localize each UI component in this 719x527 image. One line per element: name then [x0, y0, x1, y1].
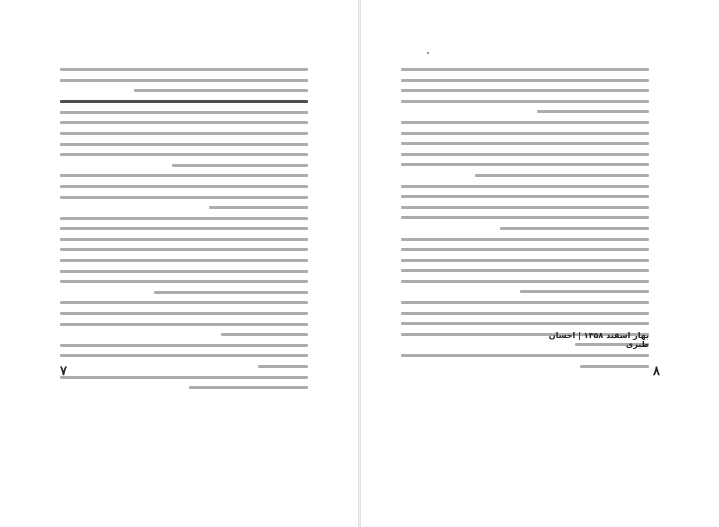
- text-line: [60, 100, 308, 103]
- left-page-number: ٧: [60, 364, 67, 379]
- text-line: [60, 153, 308, 156]
- text-line: [401, 259, 649, 262]
- text-line: [537, 110, 649, 113]
- right-page-number: ٨: [653, 364, 660, 379]
- text-line: [401, 269, 649, 272]
- text-line: [60, 312, 308, 315]
- paragraph: [401, 68, 649, 113]
- text-line: [60, 301, 308, 304]
- text-line: [520, 290, 649, 293]
- text-line: [401, 79, 649, 82]
- text-line: [401, 280, 649, 283]
- text-line: [221, 333, 308, 336]
- text-line: [209, 206, 308, 209]
- paragraph: [60, 301, 308, 336]
- text-line: [401, 142, 649, 145]
- left-page: [0, 0, 358, 527]
- text-line: [401, 121, 649, 124]
- text-line: [60, 259, 308, 262]
- text-line: [60, 280, 308, 283]
- text-line: [401, 185, 649, 188]
- paragraph: [401, 354, 649, 368]
- paragraph: [60, 344, 308, 368]
- text-line: [60, 174, 308, 177]
- text-line: [60, 344, 308, 347]
- paragraph: [60, 68, 308, 92]
- text-line: [60, 376, 308, 379]
- text-line: [401, 89, 649, 92]
- text-line: [401, 153, 649, 156]
- text-line: [60, 238, 308, 241]
- text-line: [172, 164, 308, 167]
- paragraph: [60, 100, 308, 167]
- text-line: [60, 354, 308, 357]
- text-line: [60, 323, 308, 326]
- text-line: [60, 79, 308, 82]
- text-line: [60, 270, 308, 273]
- text-line: [401, 238, 649, 241]
- text-line: [189, 386, 308, 389]
- text-line: [60, 217, 308, 220]
- text-line: [401, 132, 649, 135]
- paragraph: [60, 217, 308, 294]
- right-page-text: [401, 68, 649, 375]
- text-line: [60, 248, 308, 251]
- text-line: [401, 301, 649, 304]
- text-line: [60, 132, 308, 135]
- paragraph: [60, 376, 308, 390]
- text-line: [401, 322, 649, 325]
- text-line: [154, 291, 308, 294]
- text-line: [580, 365, 649, 368]
- paragraph: [401, 238, 649, 294]
- text-line: [60, 143, 308, 146]
- paragraph: [60, 174, 308, 209]
- text-line: [401, 206, 649, 209]
- text-line: [401, 216, 649, 219]
- left-page-text: [60, 68, 308, 397]
- text-line: [134, 89, 308, 92]
- text-line: [401, 354, 649, 357]
- text-line: [258, 365, 308, 368]
- text-line: [401, 163, 649, 166]
- text-line: [60, 68, 308, 71]
- page-speck: [427, 52, 429, 54]
- text-line: [60, 121, 308, 124]
- text-line: [60, 227, 308, 230]
- text-line: [401, 312, 649, 315]
- text-line: [60, 111, 308, 114]
- right-page: [361, 0, 719, 527]
- paragraph: [401, 185, 649, 230]
- text-line: [401, 195, 649, 198]
- signature-line: بهار اسفند ۱۳۵۸ | احسان طبری: [548, 331, 649, 349]
- text-line: [60, 196, 308, 199]
- text-line: [401, 248, 649, 251]
- paragraph: [401, 121, 649, 177]
- text-line: [475, 174, 649, 177]
- text-line: [401, 68, 649, 71]
- text-line: [500, 227, 649, 230]
- text-line: [401, 100, 649, 103]
- text-line: [60, 185, 308, 188]
